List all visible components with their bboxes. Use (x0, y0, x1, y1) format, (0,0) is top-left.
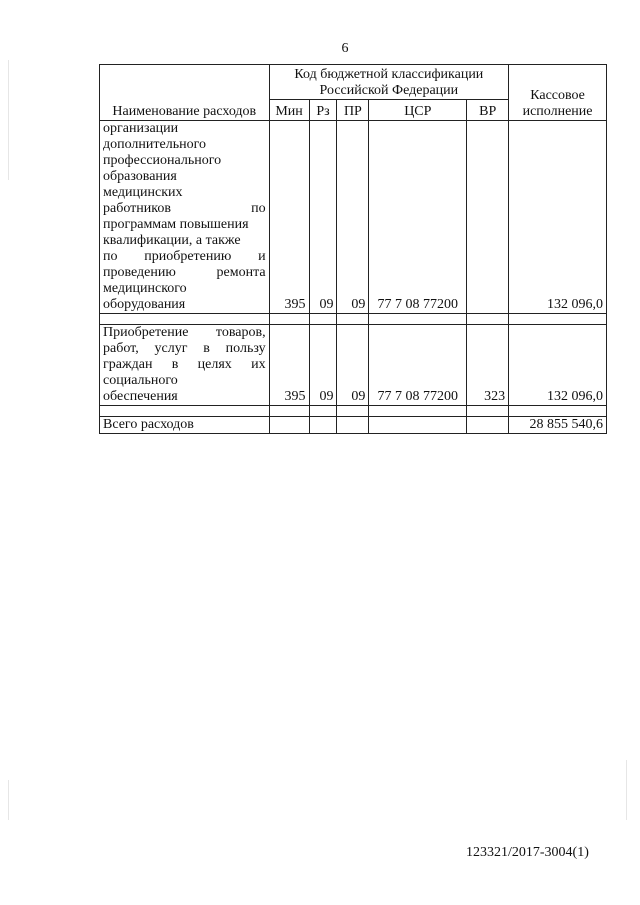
spacer-row (100, 314, 607, 325)
scan-edge-mark (8, 780, 9, 820)
header-csr: ЦСР (369, 100, 467, 121)
scan-edge-mark (626, 760, 627, 820)
row-csr: 77 7 08 77200 (369, 325, 467, 406)
table-row (100, 325, 607, 406)
row-amount: 132 096,0 (509, 121, 607, 314)
row-pr: 09 (337, 121, 369, 314)
row-rz: 09 (309, 121, 337, 314)
total-amount: 28 855 540,6 (509, 417, 607, 434)
header-cash-execution: Кассовое исполнение (509, 65, 607, 121)
row-min: 395 (269, 121, 309, 314)
expense-table (99, 64, 607, 434)
header-rz: Рз (309, 100, 337, 121)
table-row (100, 121, 607, 314)
header-name: Наименование расходов (100, 65, 270, 121)
header-budget-code: Код бюджетной классификации Российской Федерации (269, 65, 509, 100)
row-vr: 323 (467, 325, 509, 406)
row-pr: 09 (337, 325, 369, 406)
header-min: Мин (269, 100, 309, 121)
document-code: 123321/2017-3004(1) (466, 845, 589, 860)
row-amount: 132 096,0 (509, 325, 607, 406)
header-pr: ПР (337, 100, 369, 121)
row-rz: 09 (309, 325, 337, 406)
row-vr (467, 121, 509, 314)
header-vr: ВР (467, 100, 509, 121)
total-row (100, 417, 607, 434)
row-min: 395 (269, 325, 309, 406)
row-name: Приобретение товаров, работ, услуг в пользу граждан в целях их социального обеспечения (100, 325, 270, 406)
scan-edge-mark (8, 60, 9, 180)
row-csr: 77 7 08 77200 (369, 121, 467, 314)
row-name: организации дополнительного профессионального образования медицинских работников по программам повышения квалификации, а также по приобретению и проведению ремонта медицинского оборудования (100, 121, 270, 314)
total-label: Всего расходов (100, 417, 270, 434)
page-number: 6 (341, 41, 349, 56)
spacer-row (100, 406, 607, 417)
